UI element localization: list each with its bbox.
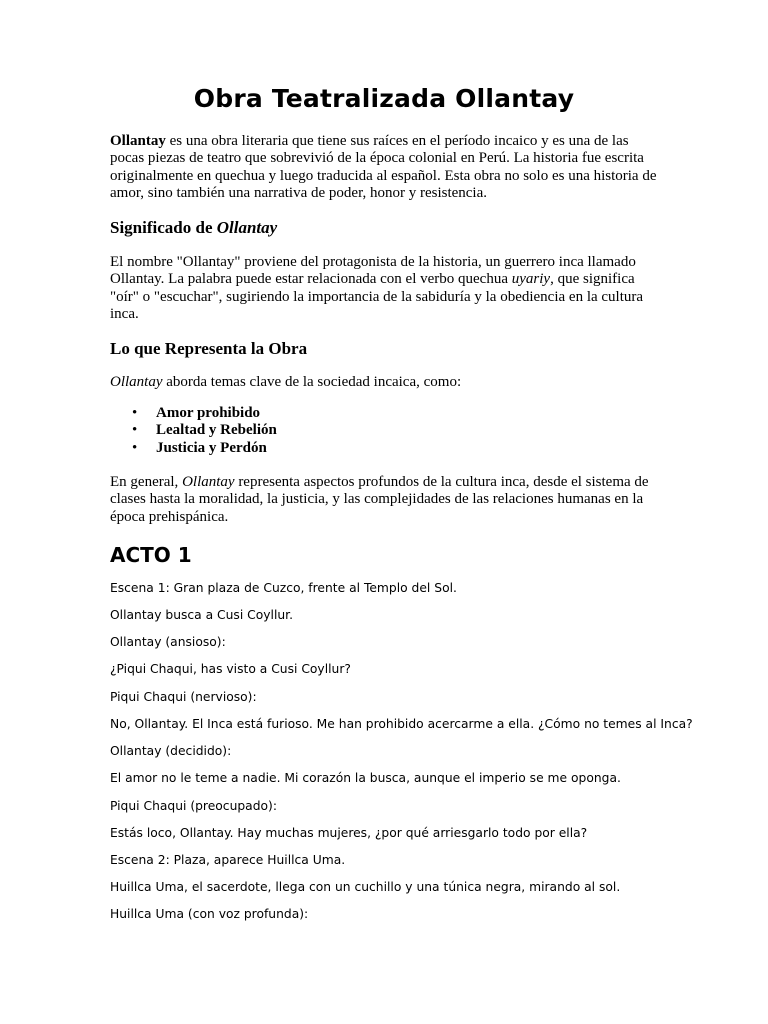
script-line: El amor no le teme a nadie. Mi corazón la busca, aunque el imperio se me oponga. <box>110 771 621 785</box>
bullet-icon: • <box>132 439 138 456</box>
list-item-label: Amor prohibido <box>156 405 261 421</box>
closing-prefix: En general, <box>110 474 183 490</box>
script-line: Huillca Uma, el sacerdote, llega con un cuchillo y una túnica negra, mirando al sol. <box>110 880 621 894</box>
script-line: No, Ollantay. El Inca está furioso. Me han prohibido acercarme a ella. ¿Cómo no temes al Inca? <box>110 717 693 731</box>
script-line: ¿Piqui Chaqui, has visto a Cusi Coyllur? <box>110 662 351 676</box>
script-line: Piqui Chaqui (preocupado): <box>110 799 277 813</box>
closing-rest: representa aspectos profundos de la cultura inca, desde el sistema de clases hasta la moralidad, la justicia, y las complejidades de las relaciones humanas en la época prehispánica. <box>110 474 649 525</box>
closing-paragraph <box>110 474 662 526</box>
heading-meaning-prefix: Significado de <box>110 218 217 237</box>
heading-meaning <box>110 218 277 238</box>
represents-intro-rest: aborda temas clave de la sociedad incaica, como: <box>162 374 462 390</box>
meaning-part2: , que significa "oír" o "escuchar", sugiriendo la importancia de la sabiduría y la obediencia en la cultura inca. <box>110 271 644 323</box>
list-item <box>110 422 277 439</box>
script-line: Huillca Uma (con voz profunda): <box>110 907 309 921</box>
closing-italic: Ollantay <box>182 474 235 490</box>
list-item-label: Justicia y Perdón <box>156 439 267 456</box>
meaning-italic: uyariy <box>511 271 551 288</box>
bullet-icon: • <box>132 405 138 421</box>
themes-list <box>110 405 277 457</box>
script-line: Escena 2: Plaza, aparece Huillca Uma. <box>110 853 346 867</box>
list-item <box>110 440 277 457</box>
script-line: Ollantay (decidido): <box>110 744 232 758</box>
heading-represents: Lo que Representa la Obra <box>110 339 308 358</box>
bullet-icon: • <box>132 422 138 439</box>
document-title: Obra Teatralizada Ollantay <box>193 84 575 113</box>
script-line: Ollantay busca a Cusi Coyllur. <box>110 608 293 622</box>
list-item <box>110 405 277 422</box>
intro-lead: Ollantay <box>110 133 166 149</box>
meaning-part1: El nombre "Ollantay" proviene del protagonista de la historia, un guerrero inca llamado Ollantay. La palabra puede estar relacionada con el verbo quechua <box>110 254 636 288</box>
intro-paragraph <box>110 133 662 203</box>
script-line: Estás loco, Ollantay. Hay muchas mujeres, ¿por qué arriesgarlo todo por ella? <box>110 826 588 840</box>
intro-text: es una obra literaria que tiene sus raíces en el período incaico y es una de las pocas piezas de teatro que sobrevivió de la época colonial en Perú. La historia fue escrita originalmente en quechua y luego traducida al español. Esta obra no solo es una historia de amor, sino también una narrativa de poder, honor y resistencia. <box>110 133 657 202</box>
act-heading: ACTO 1 <box>110 543 192 567</box>
script-line: Piqui Chaqui (nervioso): <box>110 690 257 704</box>
script-line: Ollantay (ansioso): <box>110 635 226 649</box>
script-line: Escena 1: Gran plaza de Cuzco, frente al Templo del Sol. <box>110 581 457 595</box>
heading-meaning-italic: Ollantay <box>216 218 278 237</box>
represents-intro-italic: Ollantay <box>110 374 163 390</box>
represents-intro <box>110 374 662 391</box>
list-item-label: Lealtad y Rebelión <box>156 422 277 439</box>
meaning-paragraph <box>110 254 662 324</box>
